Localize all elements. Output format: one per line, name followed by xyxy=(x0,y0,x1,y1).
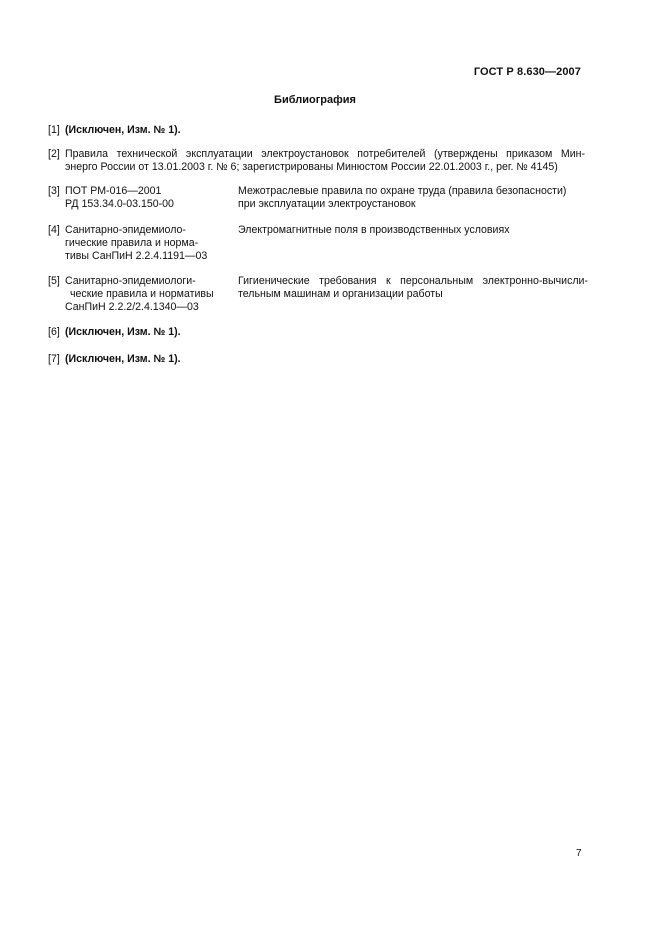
entry-document-name xyxy=(65,185,215,211)
entry-number: [6] xyxy=(48,326,60,338)
entry-text: (Исключен, Изм. № 1). xyxy=(65,326,181,338)
entry-text-line: энерго России от 13.01.2003 г. № 6; зарегистрированы Минюстом России 22.01.2003 г., рег. № 4145) xyxy=(65,161,558,173)
entry-text xyxy=(65,148,585,174)
description-line: Электромагнитные поля в производственных условиях xyxy=(238,224,510,236)
description-line: Гигиенические требования к персональным электронно-вычисли- xyxy=(238,275,588,287)
description-line: при эксплуатации электроустановок xyxy=(238,198,416,210)
name-line: тивы СанПиН 2.2.4.1191—03 xyxy=(65,250,208,262)
entry-number: [4] xyxy=(48,224,60,236)
name-line: Санитарно-эпидемиоло- xyxy=(65,224,186,236)
entry-number: [5] xyxy=(48,275,60,287)
description-line: Межотраслевые правила по охране труда (правила безопасности) xyxy=(238,185,567,197)
entry-text-line: Правила технической эксплуатации электроустановок потребителей (утверждены приказом Мин- xyxy=(65,148,585,160)
document-code: ГОСТ Р 8.630—2007 xyxy=(473,66,581,78)
entry-number: [7] xyxy=(48,353,60,365)
name-line: ческие правила и нормативы xyxy=(70,288,214,300)
name-line: Санитарно-эпидемиологи- xyxy=(65,275,196,287)
page-number: 7 xyxy=(576,848,582,859)
entry-document-name xyxy=(65,275,215,314)
entry-description xyxy=(238,224,588,237)
section-title: Библиография xyxy=(274,94,356,106)
entry-description xyxy=(238,275,588,301)
entry-text: (Исключен, Изм. № 1). xyxy=(65,124,181,136)
entry-number: [3] xyxy=(48,185,60,197)
entry-description xyxy=(238,185,588,211)
name-line: РД 153.34.0-03.150-00 xyxy=(65,198,174,210)
entry-document-name xyxy=(65,224,215,263)
description-line: тельным машинам и организации работы xyxy=(238,288,443,300)
entry-number: [1] xyxy=(48,124,60,136)
name-line: ПОТ РМ-016—2001 xyxy=(65,185,162,197)
entry-text: (Исключен, Изм. № 1). xyxy=(65,353,181,365)
entry-number: [2] xyxy=(48,148,60,160)
name-line: СанПиН 2.2.2/2.4.1340—03 xyxy=(65,301,199,313)
name-line: гические правила и норма- xyxy=(65,237,199,249)
